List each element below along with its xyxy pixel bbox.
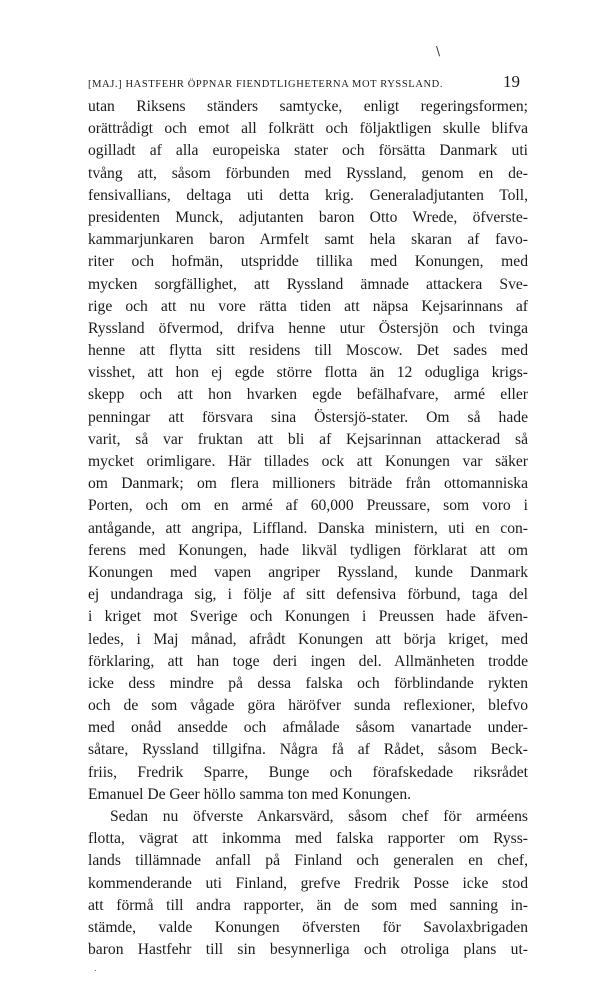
text-line: skepp och att hon hvarken egde befälhafvare, armé eller bbox=[88, 386, 528, 404]
text-line: friis, Fredrik Sparre, Bunge och förafskedade riksrådet bbox=[88, 763, 528, 781]
text-line: visshet, att hon ej egde större flotta än 12 odugliga krigs- bbox=[88, 364, 528, 382]
text-line: varit, så var fruktan att bli af Kejsarinnan attackerad så bbox=[88, 430, 528, 448]
text-line: att förmå till andra rapporter, än de som med sanning in- bbox=[88, 896, 528, 914]
text-line: ogilladt af alla europeiska stater och försätta Danmark uti bbox=[88, 142, 528, 160]
text-line: orättrådigt och emot all folkrätt och följaktligen skulle blifva bbox=[88, 120, 528, 138]
text-line: utan Riksens ständers samtycke, enligt regeringsformen; bbox=[88, 98, 528, 115]
text-line: med onåd ansedde och afmålade såsom vanartade under- bbox=[88, 719, 528, 737]
text-line: kammarjunkaren baron Armfelt samt hela skaran af favo- bbox=[88, 231, 528, 249]
text-line: rige och att nu vore rätta tiden att näpsa Kejsarinnans af bbox=[88, 297, 528, 315]
running-header bbox=[88, 72, 520, 92]
text-line: Konungen med vapen angriper Ryssland, kunde Danmark bbox=[88, 563, 528, 581]
text-line: ledes, i Maj månad, afrådt Konungen att börja kriget, med bbox=[88, 630, 528, 648]
printer-mark-top: \ bbox=[436, 44, 441, 58]
text-line: ferens med Konungen, hade likväl tydligen förklarat att om bbox=[88, 541, 528, 559]
text-line: och de som vågade göra häröfver sunda reflexioner, blefvo bbox=[88, 697, 528, 715]
text-line: tvång att, såsom förbunden med Ryssland, genom en de- bbox=[88, 164, 528, 182]
text-line: Ryssland öfvermod, drifva henne utur Östersjön och tvinga bbox=[88, 319, 528, 337]
text-line: om Danmark; om flera millioners biträde från ottomanniska bbox=[88, 475, 528, 493]
text-line: henne att flytta sitt residens till Moscow. Det sades med bbox=[88, 342, 528, 360]
text-line: Porten, och om en armé af 60,000 Preussare, som voro i bbox=[88, 497, 528, 515]
text-line: riter och hofmän, utspridde tillika med Konungen, med bbox=[88, 253, 528, 271]
text-line: stämde, valde Konungen öfversten för Savolaxbrigaden bbox=[88, 918, 528, 936]
paragraph-start-line: Sedan nu öfverste Ankarsvärd, såsom chef för arméens bbox=[110, 808, 528, 825]
page-number: 19 bbox=[503, 72, 520, 91]
paragraph-end-line: Emanuel De Geer höllo samma ton med Konungen. bbox=[88, 785, 412, 803]
text-line: fensivallians, deltaga uti detta krig. Generaladjutanten Toll, bbox=[88, 186, 528, 204]
text-line: mycken sorgfällighet, att Ryssland ämnade attackera Sve- bbox=[88, 275, 528, 293]
text-line: ej undandraga sig, i följe af sitt defensiva förbund, taga del bbox=[88, 586, 528, 604]
text-line: i kriget mot Sverige och Konungen i Preussen hade äfven- bbox=[88, 608, 528, 626]
page-body-text bbox=[88, 96, 528, 961]
printer-mark-bottom: . bbox=[94, 964, 97, 973]
text-line: mycket orimligare. Här tillades ock att Konungen var säker bbox=[88, 453, 528, 470]
text-line: såtare, Ryssland tillgifna. Några få af Rådet, såsom Beck- bbox=[88, 741, 528, 759]
text-line: penningar att försvara sina Östersjö-stater. Om så hade bbox=[88, 408, 528, 426]
text-line: förklaring, att han toge deri ingen del. Allmänheten trodde bbox=[88, 652, 528, 670]
running-header-title: [MAJ.] HASTFEHR ÖPPNAR FIENDTLIGHETERNA MOT RYSSLAND. bbox=[88, 79, 444, 90]
text-line: flotta, vägrat att inkomma med falska rapporter om Ryss- bbox=[88, 830, 528, 848]
text-line: icke dess mindre på dessa falska och förblindande rykten bbox=[88, 674, 528, 692]
text-line: antågande, att angripa, Liffland. Danska ministern, uti en con- bbox=[88, 519, 528, 537]
text-line: kommenderande uti Finland, grefve Fredrik Posse icke stod bbox=[88, 874, 528, 892]
text-line: lands tillämnade anfall på Finland och generalen en chef, bbox=[88, 852, 528, 870]
text-line: baron Hastfehr till sin besynnerliga och otroliga plans ut- bbox=[88, 941, 528, 959]
text-line: presidenten Munck, adjutanten baron Otto Wrede, öfverste- bbox=[88, 208, 528, 226]
